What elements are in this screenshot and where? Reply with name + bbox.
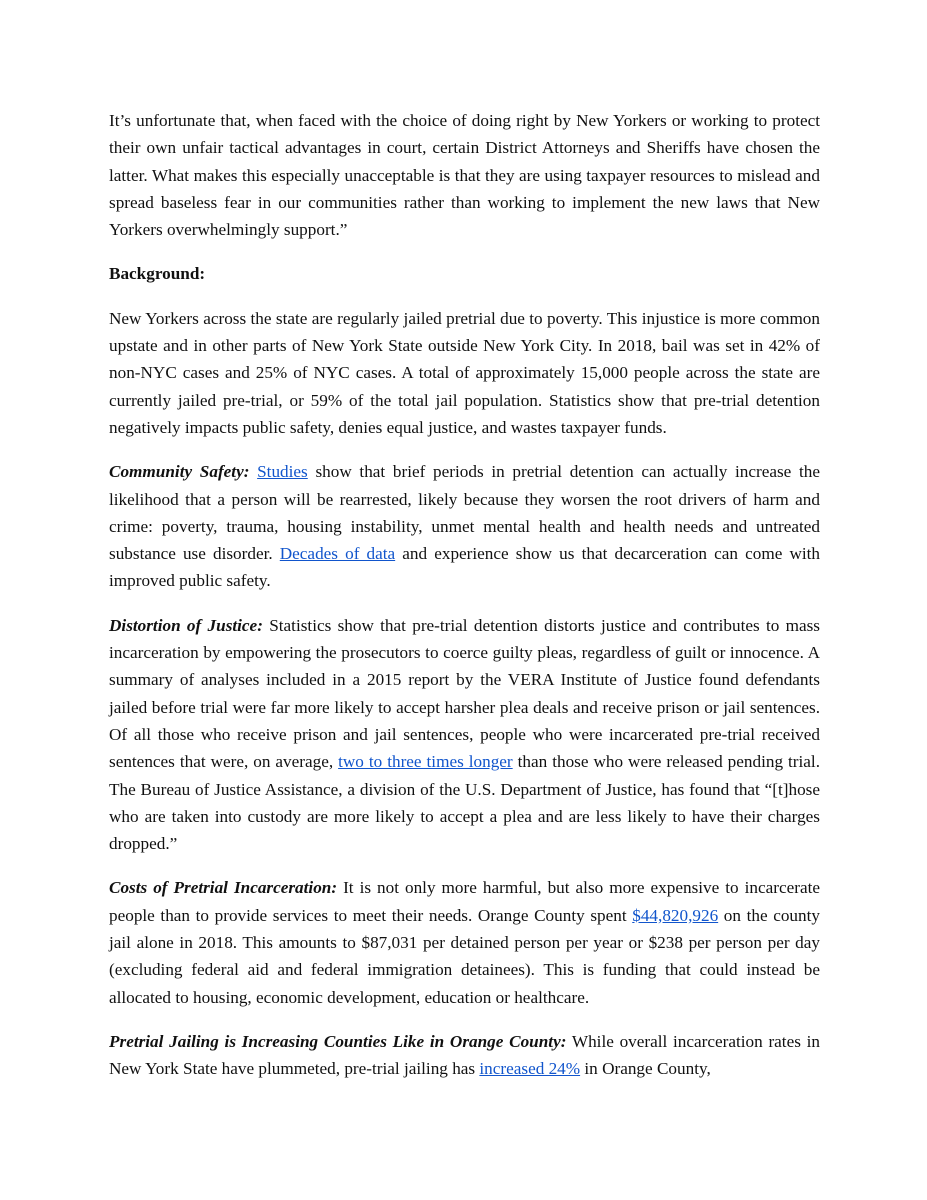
background-heading-text: Background: — [109, 264, 206, 284]
increasing-text-1: While overall incarceration rates in New York State have plummeted, pre-trial jailing has — [109, 1031, 820, 1079]
background-heading — [109, 260, 820, 287]
two-to-three-times-longer-link[interactable]: two to three times longer — [338, 752, 513, 772]
quote-paragraph: It’s unfortunate that, when faced with the choice of doing right by New Yorkers or working to protect their own unfair tactical advantages in court, certain District Attorneys and Sheriffs have chosen the latter. What makes this especially unacceptable is that they are using taxpayer resources to mislead and spread baseless fear in our communities rather than working to implement the new laws that New Yorkers overwhelmingly support.” — [109, 111, 820, 240]
background-paragraph: New Yorkers across the state are regularly jailed pretrial due to poverty. This injustice is more common upstate and in other parts of New York State outside New York City. In 2018, bail was set in 42% of non-NYC cases and 25% of NYC cases. A total of approximately 15,000 people across the state are currently jailed pre-trial, or 59% of the total jail population. Statistics show that pre-trial detention negatively impacts public safety, denies equal justice, and wastes taxpayer funds. — [109, 308, 820, 437]
community-safety-text-3: and experience show us that decarceration can come with improved public safety. — [109, 544, 821, 591]
community-safety-label: Community Safety: — [109, 462, 250, 482]
distortion-text-2: than those who were released pending trial. The Bureau of Justice Assistance, a division of the U.S. Department of Justice, has found that “[t]hose who are taken into custody are more likely to accept a plea and are less likely to have their charges dropped.” — [109, 752, 820, 854]
costs-text-1: It is not only more harmful, but also more expensive to incarcerate people than to provide services to meet their needs. Orange County spent — [109, 878, 820, 925]
decades-of-data-link[interactable]: Decades of data — [279, 544, 396, 564]
costs-label: Costs of Pretrial Incarceration: — [109, 878, 338, 898]
increasing-text-2: in Orange County, — [580, 1059, 711, 1079]
distortion-paragraph — [109, 612, 820, 858]
costs-text-2: on the county jail alone in 2018. This amounts to $87,031 per detained person per year or $238 per person per day (excluding federal aid and federal immigration detainees). This is funding that could instead be allocated to housing, economic development, education or healthcare. — [109, 905, 820, 1007]
community-safety-paragraph — [109, 458, 820, 594]
distortion-label: Distortion of Justice: — [109, 615, 263, 635]
jail-spending-link[interactable]: $44,820,926 — [632, 905, 719, 925]
distortion-text-1: Statistics show that pre-trial detention distorts justice and contributes to mass incarceration by empowering the prosecutors to coerce guilty pleas, regardless of guilt or innocence. A summary of analyses included in a 2015 report by the VERA Institute of Justice found defendants jailed before trial were far more likely to accept harsher plea deals and receive prison or jail sentences. Of all those who receive prison and jail sentences, people who were incarcerated pre-trial received sentences that were, on average, — [109, 615, 820, 772]
increasing-paragraph — [109, 1028, 820, 1083]
document-page — [109, 107, 820, 1100]
increasing-label: Pretrial Jailing is Increasing Counties Like in Orange County: — [109, 1031, 567, 1051]
community-safety-text-1 — [249, 462, 257, 481]
studies-link[interactable]: Studies — [257, 462, 308, 482]
increased-24-link[interactable]: increased 24% — [479, 1059, 581, 1079]
costs-paragraph — [109, 874, 820, 1010]
community-safety-text-2: show that brief periods in pretrial detention can actually increase the likelihood that a person will be rearrested, likely because they worsen the root drivers of harm and crime: poverty, trauma, housing instability, unmet mental health and health needs and untreated substance use disorder. — [109, 462, 820, 564]
